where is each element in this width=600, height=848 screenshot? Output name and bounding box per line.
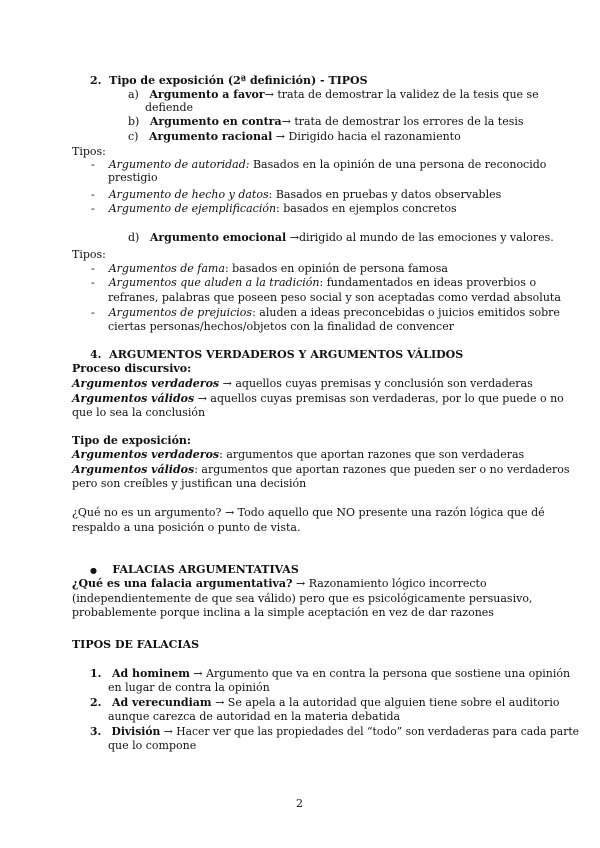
- list-item: d) Argumento emocional →dirigido al mundo de las emociones y valores.: [128, 231, 554, 244]
- list-item-continuation: en lugar de contra la opinión: [108, 681, 270, 694]
- definition: Argumentos verdaderos → aquellos cuyas premisas y conclusión son verdaderas: [72, 377, 533, 390]
- list-item-continuation: prestigio: [108, 171, 158, 184]
- definition-continuation: pero son creíbles y justifican una decisión: [72, 477, 307, 490]
- list-item-continuation: que lo compone: [108, 739, 197, 752]
- tipos-falacias-heading: TIPOS DE FALACIAS: [72, 638, 200, 651]
- list-item: - Argumento de hecho y datos: Basados en pruebas y datos observables: [91, 188, 502, 201]
- falacia-answer: probablemente porque inclina a la simple aceptación en vez de dar razones: [72, 606, 494, 619]
- list-item: - Argumentos de fama: basados en opinión de persona famosa: [91, 262, 448, 275]
- types-label: Tipos:: [72, 248, 106, 261]
- list-item: c) Argumento racional → Dirigido hacia el razonamiento: [128, 130, 461, 143]
- falacia-question: ¿Qué es una falacia argumentativa? → Razonamiento lógico incorrecto: [72, 577, 487, 590]
- list-item: - Argumento de autoridad: Basados en la opinión de una persona de reconocido: [91, 158, 547, 171]
- list-item: a) Argumento a favor→ trata de demostrar la validez de la tesis que se: [128, 88, 539, 101]
- page-number: 2: [296, 797, 303, 810]
- list-item: b) Argumento en contra→ trata de demostrar los errores de la tesis: [128, 115, 524, 128]
- definition-continuation: que lo sea la conclusión: [72, 406, 206, 419]
- list-item: - Argumento de ejemplificación: basados en ejemplos concretos: [91, 202, 457, 215]
- tipo-heading: Tipo de exposición:: [72, 434, 191, 447]
- list-item-continuation: ciertas personas/hechos/objetos con la finalidad de convencer: [108, 320, 454, 333]
- list-item: 2. Ad verecundiam → Se apela a la autoridad que alguien tiene sobre el auditorio: [90, 696, 560, 709]
- definition: Argumentos válidos → aquellos cuyas premisas son verdaderas, por lo que puede o no: [72, 392, 564, 405]
- list-item: - Argumentos que aluden a la tradición: fundamentados en ideas proverbios o: [91, 276, 537, 289]
- question-text: ¿Qué no es un argumento? → Todo aquello que NO presente una razón lógica que dé: [72, 506, 545, 519]
- list-item: - Argumentos de prejuicios: aluden a ideas preconcebidas o juicios emitidos sobre: [91, 306, 560, 319]
- list-item-continuation: refranes, palabras que poseen peso social y son aceptadas como verdad absoluta: [108, 291, 561, 304]
- falacia-answer: (independientemente de que sea válido) pero que es psicológicamente persuasivo,: [72, 592, 533, 605]
- section2-heading: 2. Tipo de exposición (2ª definición) - TIPOS: [90, 74, 368, 87]
- falacias-heading: ● FALACIAS ARGUMENTATIVAS: [90, 563, 299, 576]
- list-item-continuation: defiende: [145, 101, 194, 114]
- list-item-continuation: aunque carezca de autoridad en la materia debatida: [108, 710, 401, 723]
- definition: Argumentos válidos: argumentos que aportan razones que pueden ser o no verdaderos: [72, 463, 570, 476]
- proceso-heading: Proceso discursivo:: [72, 362, 192, 375]
- definition: Argumentos verdaderos: argumentos que aportan razones que son verdaderas: [72, 448, 525, 461]
- question-text-continuation: respaldo a una posición o punto de vista.: [72, 521, 301, 534]
- types-label: Tipos:: [72, 145, 106, 158]
- list-item: 3. División → Hacer ver que las propiedades del “todo” son verdaderas para cada parte: [90, 725, 580, 738]
- bullet-icon: ●: [90, 565, 97, 575]
- list-item: 1. Ad hominem → Argumento que va en contra la persona que sostiene una opinión: [90, 667, 571, 680]
- section4-heading: 4. ARGUMENTOS VERDADEROS Y ARGUMENTOS VÁLIDOS: [90, 348, 464, 361]
